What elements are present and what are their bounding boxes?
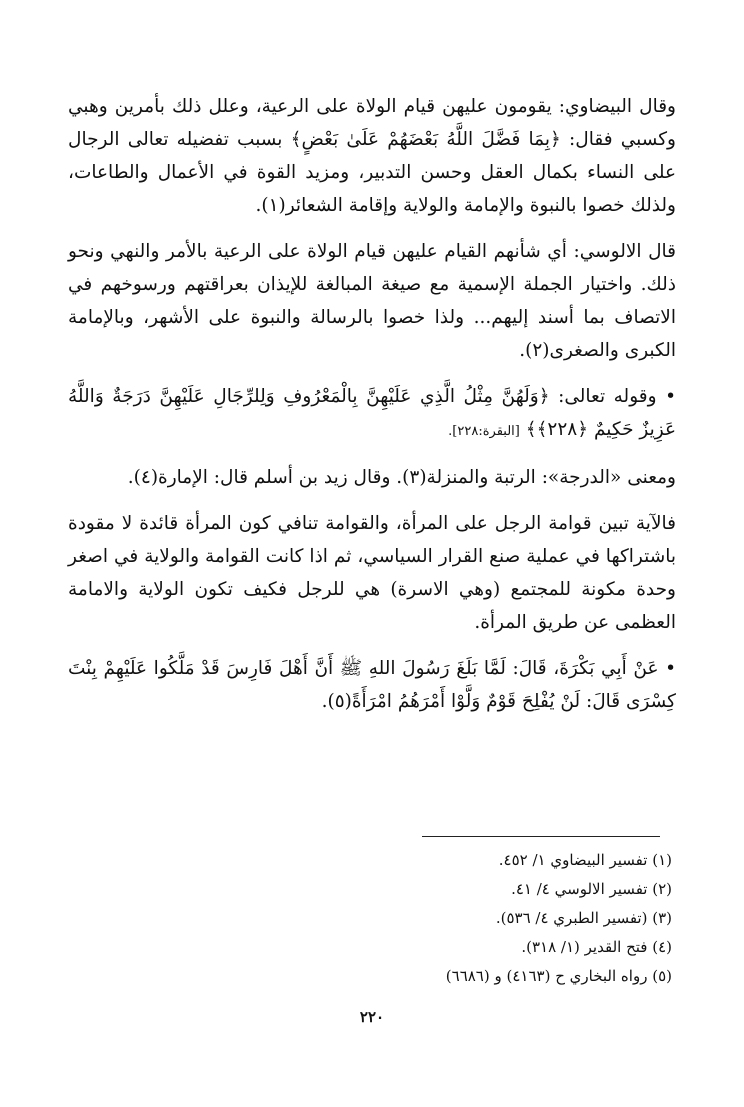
paragraph-alusi: قال الالوسي: أي شأنهم القيام عليهن قيام الولاة على الرعية بالأمر والنهي ونحو ذلك. واختيار الجملة الإسمية مع صيغة المبالغة للإيذان بعراقتهم ورسوخهم في الاتصاف بما أسند إليهم... ولذا خصوا بالرسالة والنبوة على الأشهر، وبالإمامة الكبرى والصغرى(٢). — [68, 241, 676, 361]
page-number: ٢٢٠ — [359, 1008, 385, 1026]
paragraph-baydawi: وقال البيضاوي: يقومون عليهن قيام الولاة على الرعية، وعلل ذلك بأمرين وهبي وكسبي فقال: ﴿بِمَا فَضَّلَ اللَّهُ بَعْضَهُمْ عَلَىٰ بَعْضٍ﴾ بسبب تفضيله تعالى الرجال على النساء بكمال العقل وحسن التدبير، ومزيد القوة في الأعمال والطاعات، ولذلك خصوا بالنبوة والإمامة والولاية وإقامة الشعائر(١). — [68, 96, 676, 216]
paragraph-qiwamah: فالآية تبين قوامة الرجل على المرأة، والقوامة تنافي كون المرأة قائدة لا مقودة باشتراكها في عملية صنع القرار السياسي، ثم اذا كانت القوامة والولاية في اصغر وحدة مكونة للمجتمع (وهي الاسرة) هي للرجل فكيف تكون الولاية والامامة العظمى عن طريق المرأة. — [68, 513, 676, 633]
footnote-4: (٤) فتح القدير (١/ ٣١٨). — [521, 938, 672, 956]
footnote-5: (٥) رواه البخاري ح (٤١٦٣) و (٦٦٨٦) — [445, 967, 672, 985]
verse-reference: [البقرة:٢٢٨]. — [448, 424, 520, 439]
footnote-3: (٣) (تفسير الطبري ٤/ ٥٣٦). — [495, 909, 672, 927]
footnote-divider — [422, 836, 660, 837]
footnotes — [252, 846, 672, 991]
footnote-1: (١) تفسير البيضاوي ١/ ٤٥٢. — [498, 851, 672, 869]
paragraph-darajah: ومعنى «الدرجة»: الرتبة والمنزلة(٣). وقال زيد بن أسلم قال: الإمارة(٤). — [127, 467, 676, 488]
footnote-2: (٢) تفسير الالوسي ٤/ ٤١. — [511, 880, 672, 898]
paragraph-verse: • وقوله تعالى: ﴿وَلَهُنَّ مِثْلُ الَّذِي عَلَيْهِنَّ بِالْمَعْرُوفِ وَلِلرِّجَالِ عَلَيْهِنَّ دَرَجَةٌ وَاللَّهُ عَزِيزٌ حَكِيمٌ ﴿٢٢٨﴾﴾ [البقرة:٢٢٨]. — [68, 380, 676, 448]
main-text — [68, 90, 676, 731]
paragraph-hadith: • عَنْ أَبِي بَكْرَةَ، قَالَ: لَمَّا بَلَغَ رَسُولَ اللهِ ﷺ أَنَّ أَهْلَ فَارِسَ قَدْ مَلَّكُوا عَلَيْهِمْ بِنْتَ كِسْرَى قَالَ: لَنْ يُفْلِحَ قَوْمٌ وَلَّوْا أَمْرَهُمُ امْرَأَةً(٥). — [68, 652, 676, 718]
